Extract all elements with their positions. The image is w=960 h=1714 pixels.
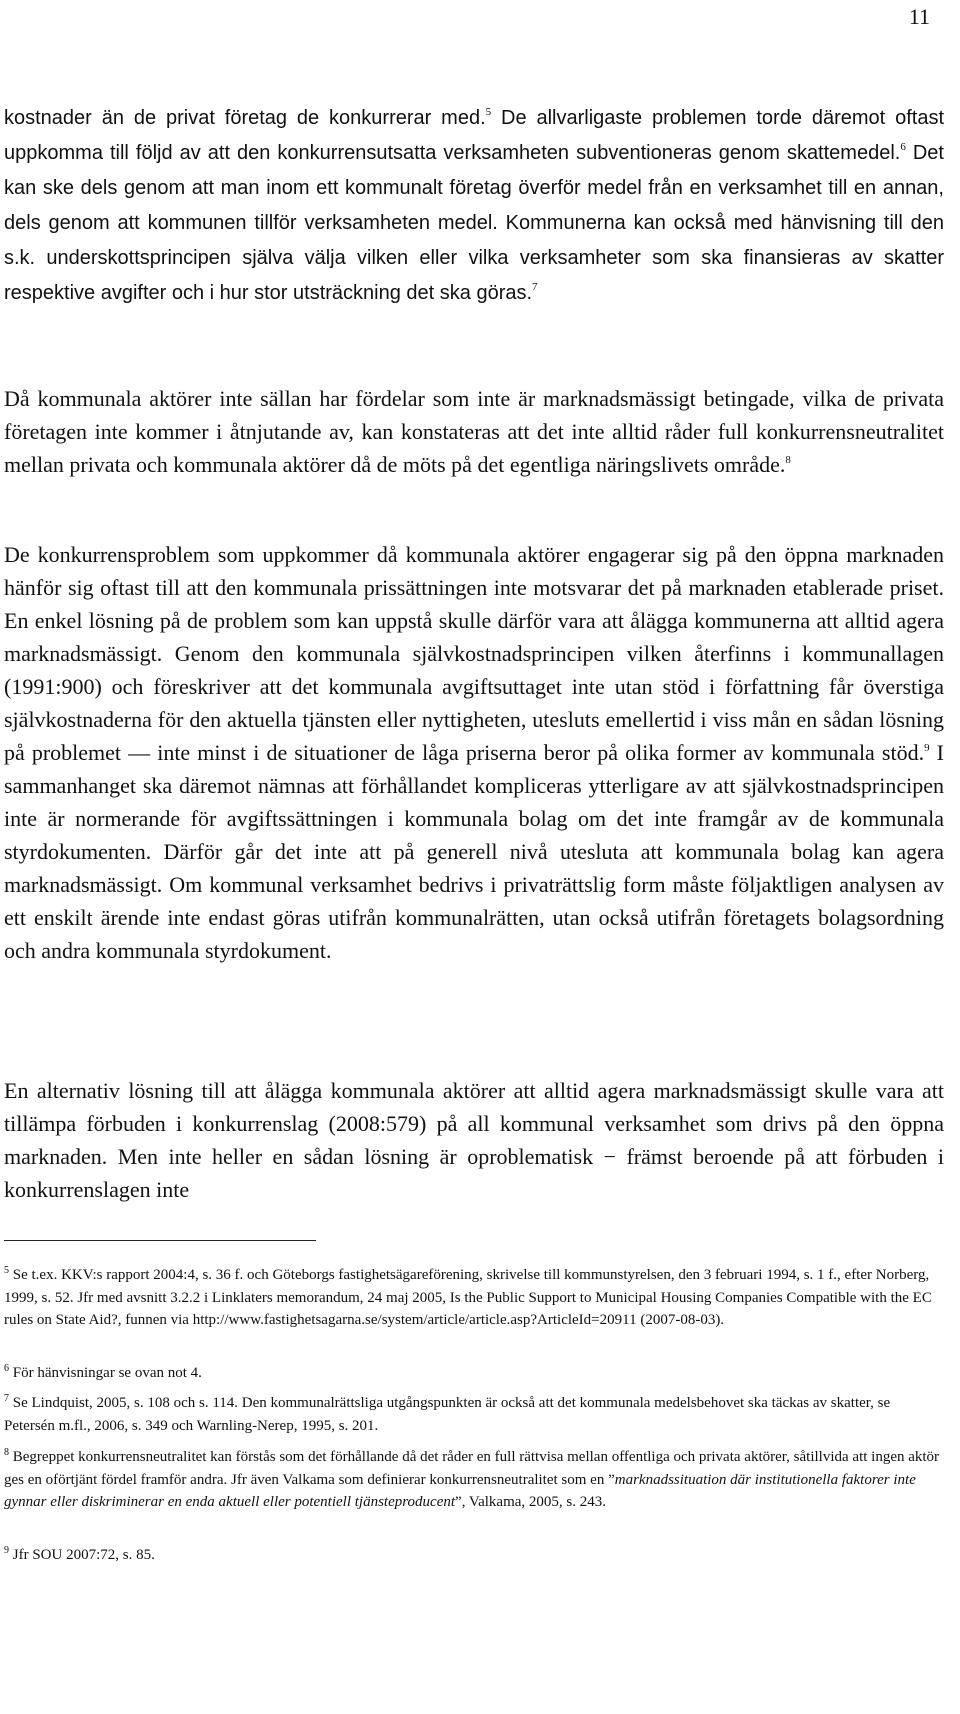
footnote-8-text: Begreppet konkurrensneutralitet kan förstås som det förhållande då det råder en full rättvisa mellan offentliga och privata aktörer, såtillvida att ingen aktör ges en oförtjänt fördel framför andra. Jfr även Valkama som definierar konkurrensneutralitet som en ” <box>4 1449 940 1488</box>
footnote-ref-6[interactable]: 6 <box>900 141 906 153</box>
footnote-ref-5[interactable]: 5 <box>485 106 492 118</box>
footnote-8-quote: marknadssituation där institutionella faktorer inte gynnar eller diskriminerar en enda aktuell eller potentiell tjänsteproducent <box>4 1471 916 1510</box>
footnote-separator <box>4 1240 316 1241</box>
footnote-5-text: Se t.ex. KKV:s rapport 2004:4, s. 36 f. och Göteborgs fastighetsägareförening, skrivelse till kommunstyrelsen, den 3 februari 1994, s. 1 f., efter Norberg, 1999, s. 52. Jfr med avsnitt 3.2.2 i Linklaters memorandum, 24 maj 2005, Is the Public Support to Municipal Housing Companies Compatible with the EC rules on State Aid?, funnen via http://www.fastighetsagarna.se/system/article/article.asp?ArticleId=20911 (2007-08-03). <box>4 1267 932 1328</box>
footnote-7-number: 7 <box>4 1393 9 1404</box>
footnote-5 <box>4 1264 944 1332</box>
paragraph-4-text: En alternativ lösning till att ålägga kommunala aktörer att alltid agera marknadsmässigt skulle vara att tillämpa förbuden i konkurrenslag (2008:579) på all kommunal verksamhet som drivs på den öppna marknaden. Men inte heller en sådan lösning är oproblematisk − främst beroende på att förbuden i konkurrenslagen inte <box>4 1078 944 1202</box>
footnote-ref-7[interactable]: 7 <box>532 281 538 293</box>
intro-text-2: De allvarligaste problemen torde däremot oftast uppkomma till följd av att den konkurrensutsatta verksamheten subventioneras genom skattemedel. <box>4 107 945 164</box>
intro-text-3: Det kan ske dels genom att man inom ett kommunalt företag överför medel från en verksamhet till en annan, dels genom att kommunen tillför verksamheten medel. Kommunerna kan också med hänvisning till den s.k. underskottsprincipen själva välja vilken eller vilka verksamheter som ska finansieras av skatter respektive avgifter och i hur stor utsträckning det ska göras. <box>4 142 944 304</box>
footnote-ref-8[interactable]: 8 <box>785 454 791 466</box>
footnote-7-text: Se Lindquist, 2005, s. 108 och s. 114. Den kommunalrättsliga utgångspunkten är också att det kommunala medelsbehovet ska täckas av skatter, se Petersén m.fl., 2006, s. 349 och Warnling-Nerep, 1995, s. 201. <box>4 1395 891 1434</box>
footnote-6-number: 6 <box>4 1363 9 1374</box>
footnote-ref-9[interactable]: 9 <box>924 742 930 754</box>
paragraph-3-text-2: I sammanhanget ska däremot nämnas att förhållandet kompliceras ytterligare av att självkostnadsprincipen inte är normerande för avgiftssättningen i kommunala bolag om det inte framgår av de kommunala styrdokumenten. Därför går det inte att på generell nivå utesluta att kommunala bolag kan agera marknadsmässigt. Om kommunal verksamhet bedrivs i privaträttslig form måste följaktligen analysen av ett enskilt ärende inte endast göras utifrån kommunalrätten, utan också utifrån företagets bolagsordning och andra kommunala styrdokument. <box>4 740 945 963</box>
footnote-7 <box>4 1392 944 1437</box>
footnote-9 <box>4 1544 944 1567</box>
footnote-8 <box>4 1446 944 1514</box>
intro-text-1: kostnader än de privat företag de konkurrerar med. <box>4 107 486 129</box>
footnote-8-tail: ”, Valkama, 2005, s. 243. <box>455 1494 606 1510</box>
footnote-6 <box>4 1362 944 1385</box>
body-paragraph-3 <box>4 538 944 967</box>
body-paragraph-2 <box>4 382 944 481</box>
paragraph-2-text: Då kommunala aktörer inte sällan har fördelar som inte är marknadsmässigt betingade, vilka de privata företagen inte kommer i åtnjutande av, kan konstateras att det inte alltid råder full konkurrensneutralitet mellan privata och kommunala aktörer då de möts på det egentliga näringslivets område. <box>4 386 944 477</box>
footnote-6-text: För hänvisningar se ovan not 4. <box>12 1365 202 1381</box>
page-number: 11 <box>908 4 930 29</box>
footnote-9-number: 9 <box>4 1545 9 1556</box>
footnote-5-number: 5 <box>4 1265 9 1276</box>
footnote-9-text: Jfr SOU 2007:72, s. 85. <box>12 1547 155 1563</box>
footnote-8-number: 8 <box>4 1447 9 1458</box>
body-paragraph-4 <box>4 1074 944 1206</box>
intro-paragraph <box>4 100 944 310</box>
paragraph-3-text-1: De konkurrensproblem som uppkommer då kommunala aktörer engagerar sig på den öppna marknaden hänför sig oftast till att den kommunala prissättningen inte motsvarar det på marknaden etablerade priset. En enkel lösning på de problem som kan uppstå skulle därför vara att ålägga kommunerna att alltid agera marknadsmässigt. Genom den kommunala självkostnadsprincipen vilken återfinns i kommunallagen (1991:900) och föreskriver att det kommunala avgiftsuttaget inte utan stöd i författning får överstiga självkostnaderna för den aktuella tjänsten eller nyttigheten, utesluts emellertid i viss mån en sådan lösning på problemet — inte minst i de situationer de låga priserna beror på olika former av kommunala stöd. <box>4 542 944 765</box>
